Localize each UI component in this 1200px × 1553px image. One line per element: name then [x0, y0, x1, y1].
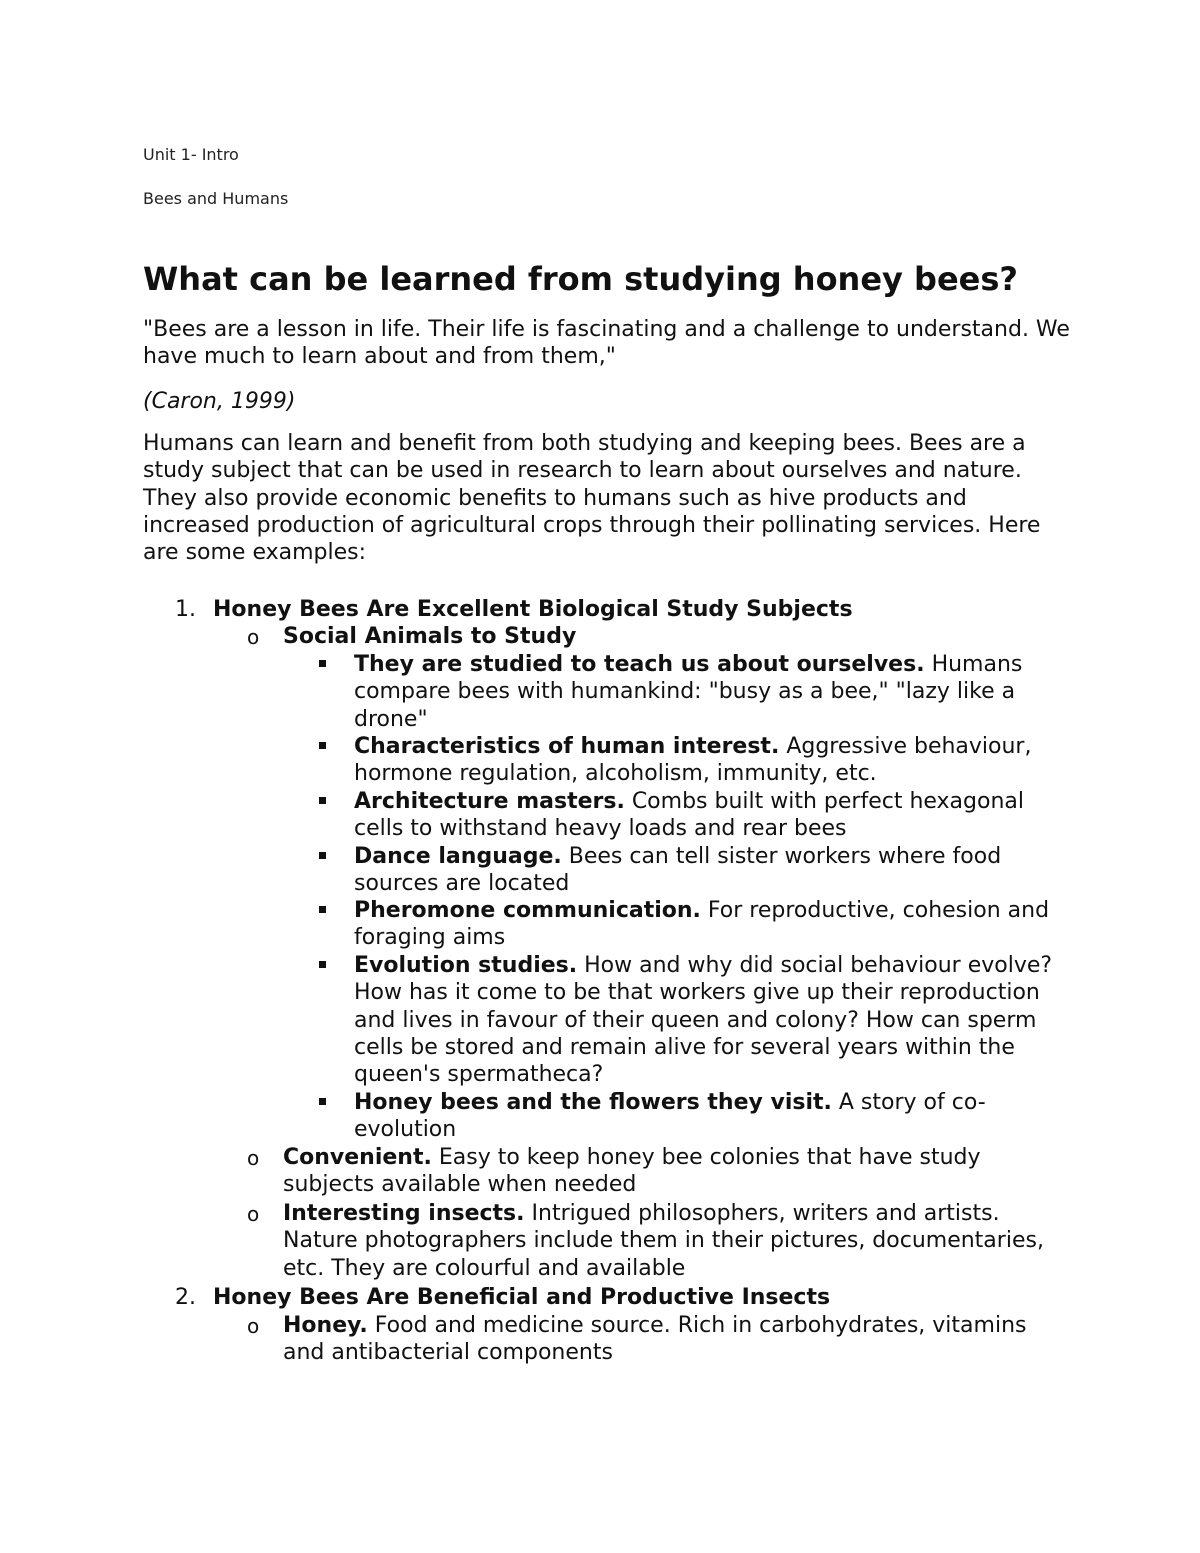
section-heading: Honey Bees Are Beneficial and Productive Insects [213, 1285, 831, 1310]
list-item [354, 733, 1073, 788]
section-number: 1. [175, 597, 196, 622]
square-bullet-icon [319, 797, 326, 804]
item-text: Bees can tell sister workers where food sources are located [354, 844, 1002, 897]
list-item [354, 952, 1073, 1088]
square-bullet-icon [319, 660, 326, 667]
list-item [354, 843, 1073, 898]
section-number: 2. [175, 1285, 196, 1310]
section-heading: Honey Bees Are Excellent Biological Study Subjects [213, 597, 853, 622]
citation: (Caron, 1999) [143, 389, 296, 414]
item-text: How and why did social behaviour evolve? How has it come to be that workers give up their reproduction and lives in favour of their queen and colony? How can sperm cells be stored and remain alive for several years within the queen's spermatheca? [354, 953, 1053, 1088]
bullet-o: o [247, 1202, 260, 1226]
item-lead: Interesting insects. [283, 1201, 525, 1226]
item-lead: Honey bees and the flowers they visit. [354, 1090, 832, 1115]
bullet-o: o [247, 1314, 260, 1338]
item-text: A story of co-evolution [354, 1090, 986, 1143]
bullet-o: o [247, 1146, 260, 1170]
list-item [283, 1144, 1073, 1199]
unit-label: Unit 1- Intro [143, 145, 239, 164]
item-text: For reproductive, cohesion and foraging aims [354, 898, 1050, 951]
quote: "Bees are a lesson in life. Their life is fascinating and a challenge to understand. We have much to learn about and from them," [143, 317, 1070, 370]
list-item [354, 788, 1073, 843]
square-bullet-icon [319, 1098, 326, 1105]
item-text: Easy to keep honey bee colonies that have study subjects available when needed [283, 1145, 981, 1198]
item-lead: Pheromone communication. [354, 898, 701, 923]
page-title: What can be learned from studying honey bees? [143, 260, 1018, 298]
item-text: Humans compare bees with humankind: "busy as a bee," "lazy like a drone" [354, 652, 1023, 732]
item-lead: Honey. [283, 1313, 368, 1338]
square-bullet-icon [319, 742, 326, 749]
square-bullet-icon [319, 961, 326, 968]
list-item [354, 897, 1073, 952]
subtitle: Bees and Humans [143, 189, 289, 208]
item-lead: Evolution studies. [354, 953, 578, 978]
bullet-o: o [247, 625, 260, 649]
item-text: Aggressive behaviour, hormone regulation, alcoholism, immunity, etc. [354, 734, 1032, 787]
list-item [283, 1312, 1073, 1367]
list-item [354, 651, 1073, 733]
item-lead: Architecture masters. [354, 789, 625, 814]
item-lead: Characteristics of human interest. [354, 734, 780, 759]
item-lead: They are studied to teach us about ourselves. [354, 652, 925, 677]
list-item [283, 1200, 1073, 1282]
list-item [283, 623, 1073, 650]
intro-paragraph: Humans can learn and benefit from both studying and keeping bees. Bees are a study subject that can be used in research to learn about ourselves and nature. They also provide economic benefits to humans such as hive products and increased production of agricultural crops through their pollinating services. Here are some examples: [143, 431, 1041, 566]
item-lead: Convenient. [283, 1145, 432, 1170]
square-bullet-icon [319, 852, 326, 859]
item-lead: Social Animals to Study [283, 624, 577, 649]
item-lead: Dance language. [354, 844, 562, 869]
square-bullet-icon [319, 906, 326, 913]
item-text: Combs built with perfect hexagonal cells to withstand heavy loads and rear bees [354, 789, 1024, 842]
item-text: Food and medicine source. Rich in carbohydrates, vitamins and antibacterial components [283, 1313, 1027, 1366]
list-item [354, 1089, 1073, 1144]
item-text: Intrigued philosophers, writers and artists. Nature photographers include them in their pictures, documentaries, etc. They are colourful and available [283, 1201, 1044, 1281]
